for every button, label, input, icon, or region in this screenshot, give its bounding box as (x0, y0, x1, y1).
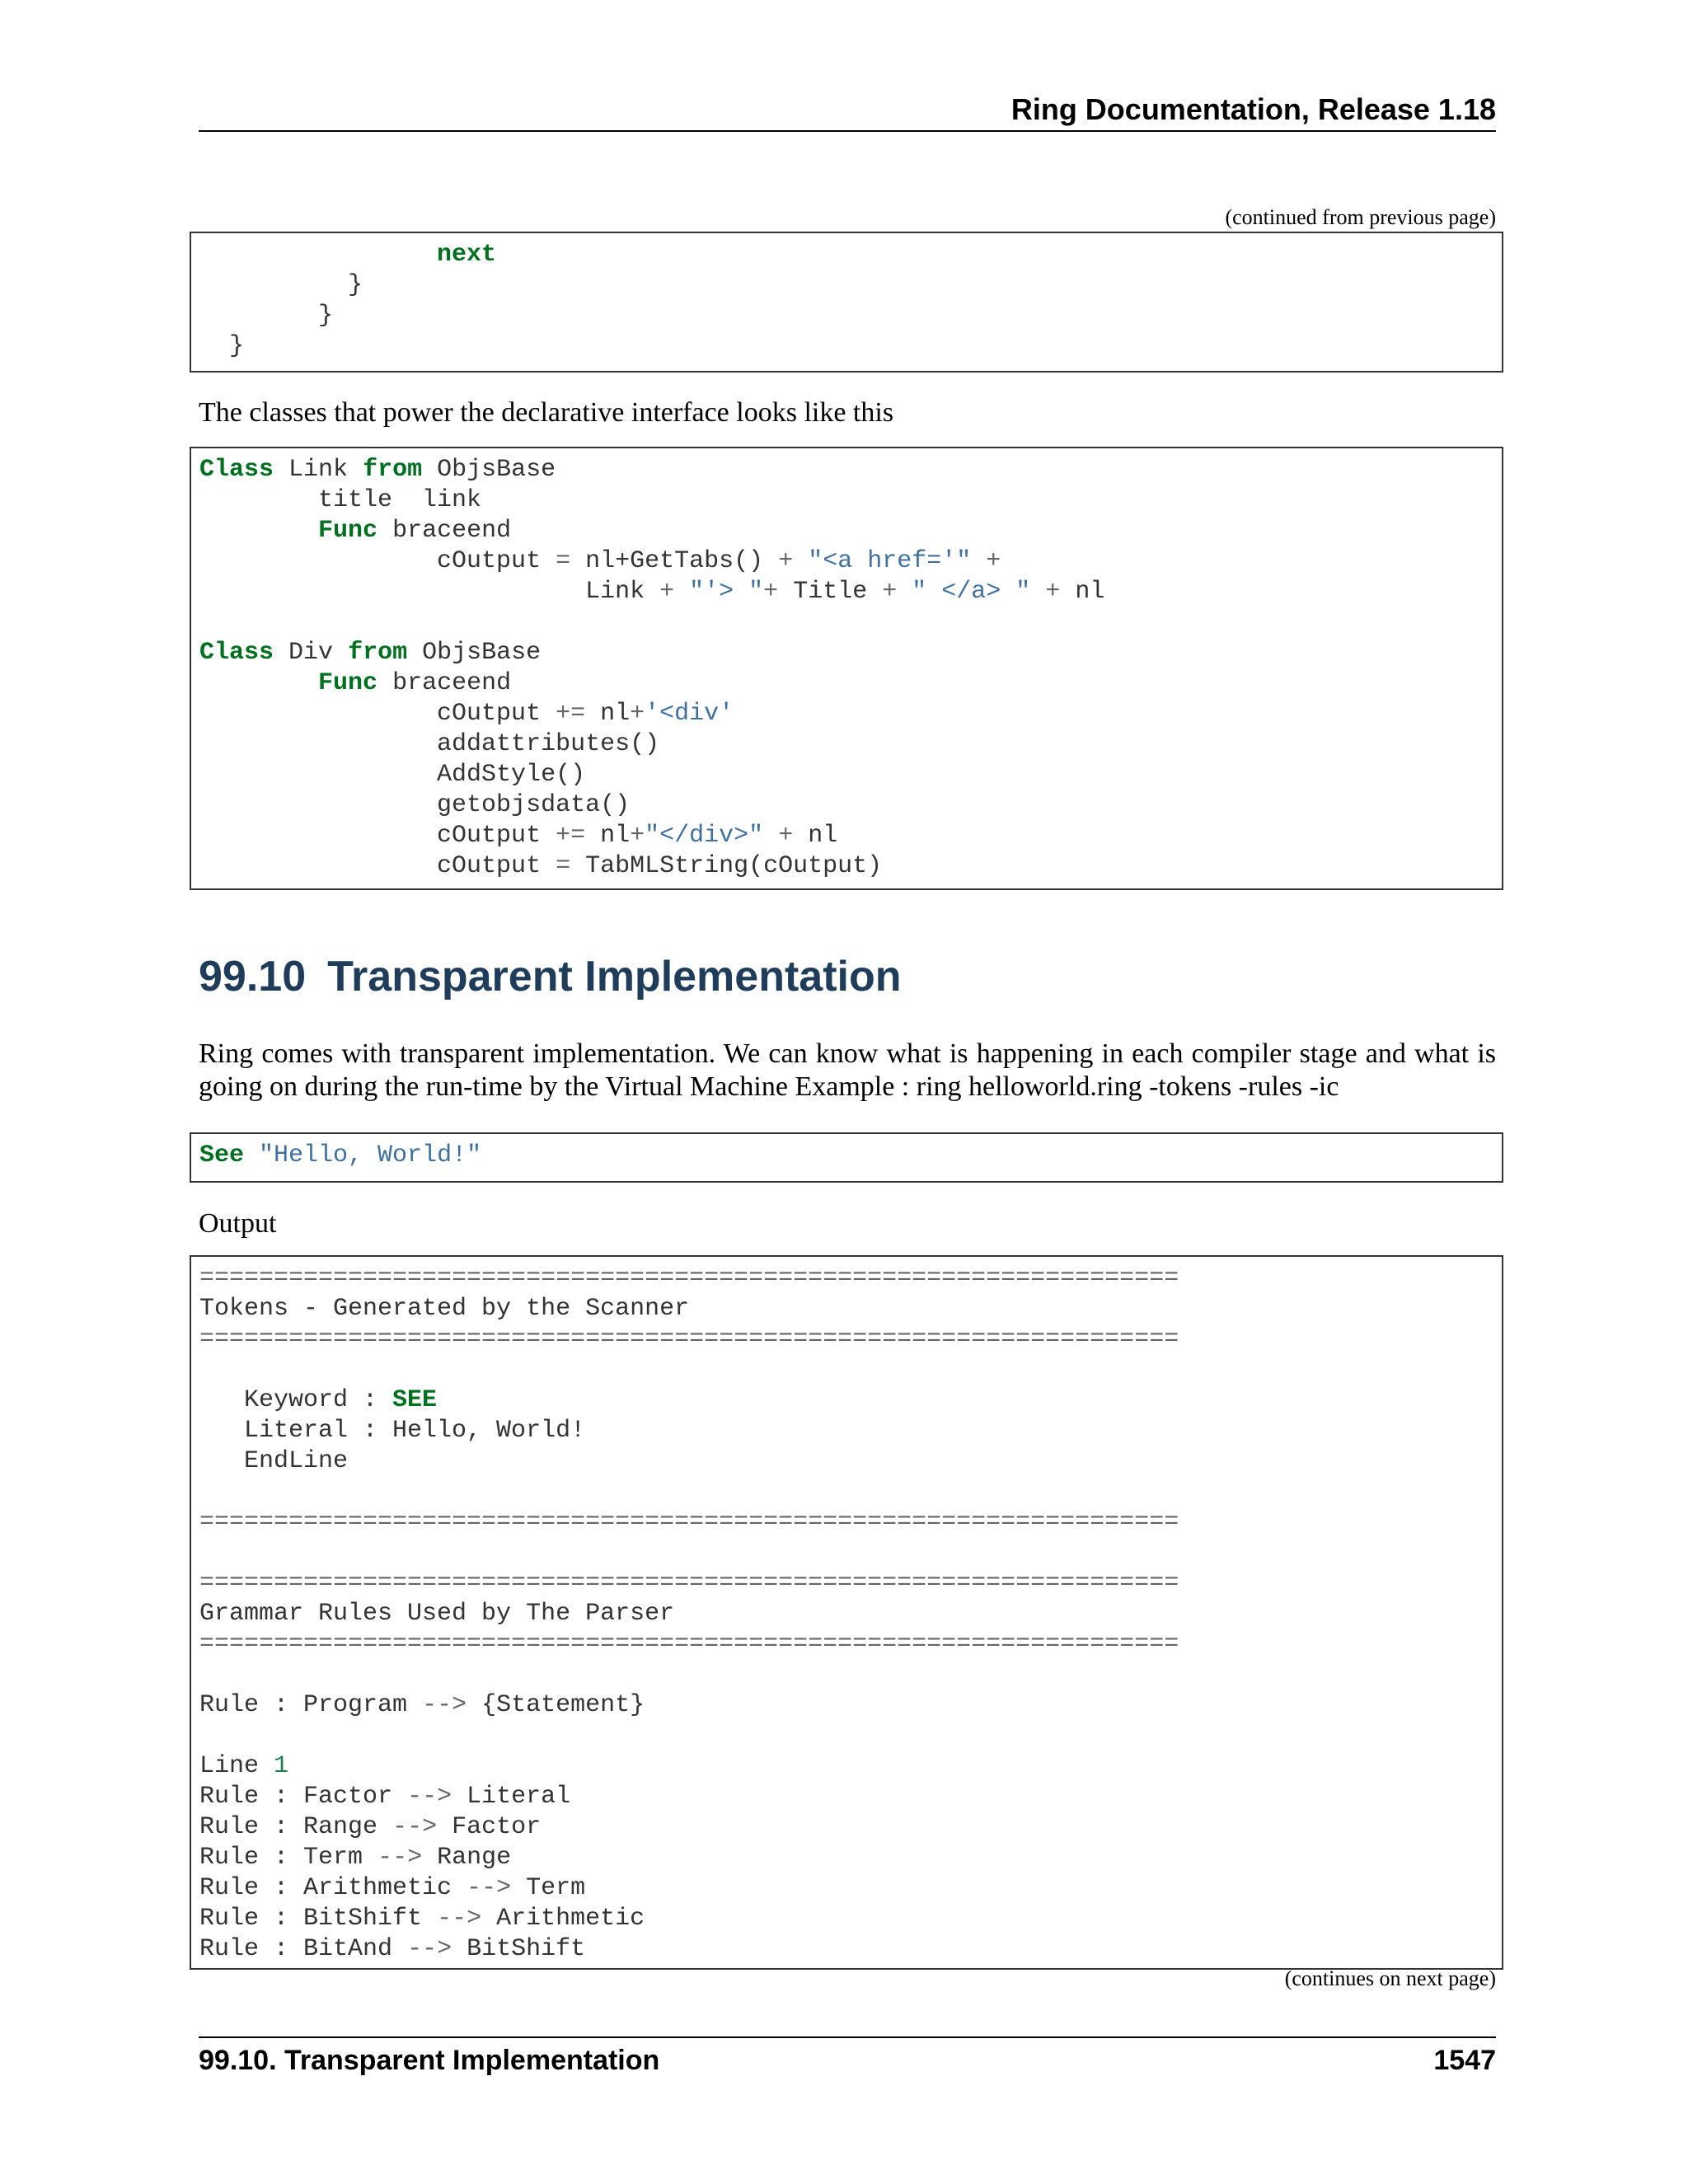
code-brace: } (348, 271, 363, 299)
footer-section: 99.10. Transparent Implementation (199, 2045, 660, 2076)
section-heading: 99.10 Transparent Implementation (199, 953, 902, 1001)
intro-paragraph: The classes that power the declarative interface looks like this (199, 397, 894, 428)
code-text: ================================================================== Tokens - Generated by the Scanner ================================================================== Keyword : SEE Literal : Hello, World! EndLine ================================================================== ================================================================== Grammar Rules Used by The Parser ================================================================== Rule : Program --> {Statement} Line 1 Rule : Factor --> Literal Rule : Range --> Factor Rule : Term --> Range Rule : Arithmetic --> Term Rule : BitShift --> Arithmetic Rule : BitAnd --> BitShift (199, 1264, 1179, 1963)
code-brace: } (229, 332, 245, 360)
footer-rule (199, 2036, 1496, 2038)
header-rule (199, 130, 1496, 132)
code-block-hello (190, 1132, 1503, 1183)
page-number: 1547 (1433, 2045, 1496, 2076)
code-brace: } (318, 302, 334, 330)
continued-from-note: (continued from previous page) (1225, 205, 1496, 229)
code-block-continued (190, 232, 1503, 373)
code-text: See "Hello, World!" (199, 1141, 482, 1169)
code-keyword: next (437, 241, 497, 269)
output-label: Output (199, 1208, 277, 1239)
code-text (199, 240, 1502, 362)
section-paragraph: Ring comes with transparent implementation. We can know what is happening in each compiler stage and what is going on during the run-time by the Virtual Machine Example : ring helloworld.ring -tokens -rules -ic (199, 1038, 1496, 1102)
code-block-classes (190, 447, 1503, 890)
code-text: Class Link from ObjsBase title link Func braceend cOutput = nl+GetTabs() + "<a href='" + Link + "'> "+ Title + " </a> " + nl Class Div from ObjsBase Func braceend cOutput += nl+'<div' addattributes() AddStyle() getobjsdata() cOutput += nl+"</div>" + nl cOutput = TabMLString(cOutput) (199, 456, 1105, 880)
code-block-output (190, 1255, 1503, 1970)
continues-on-note: (continues on next page) (1284, 1966, 1496, 1990)
running-header: Ring Documentation, Release 1.18 (1010, 92, 1496, 126)
